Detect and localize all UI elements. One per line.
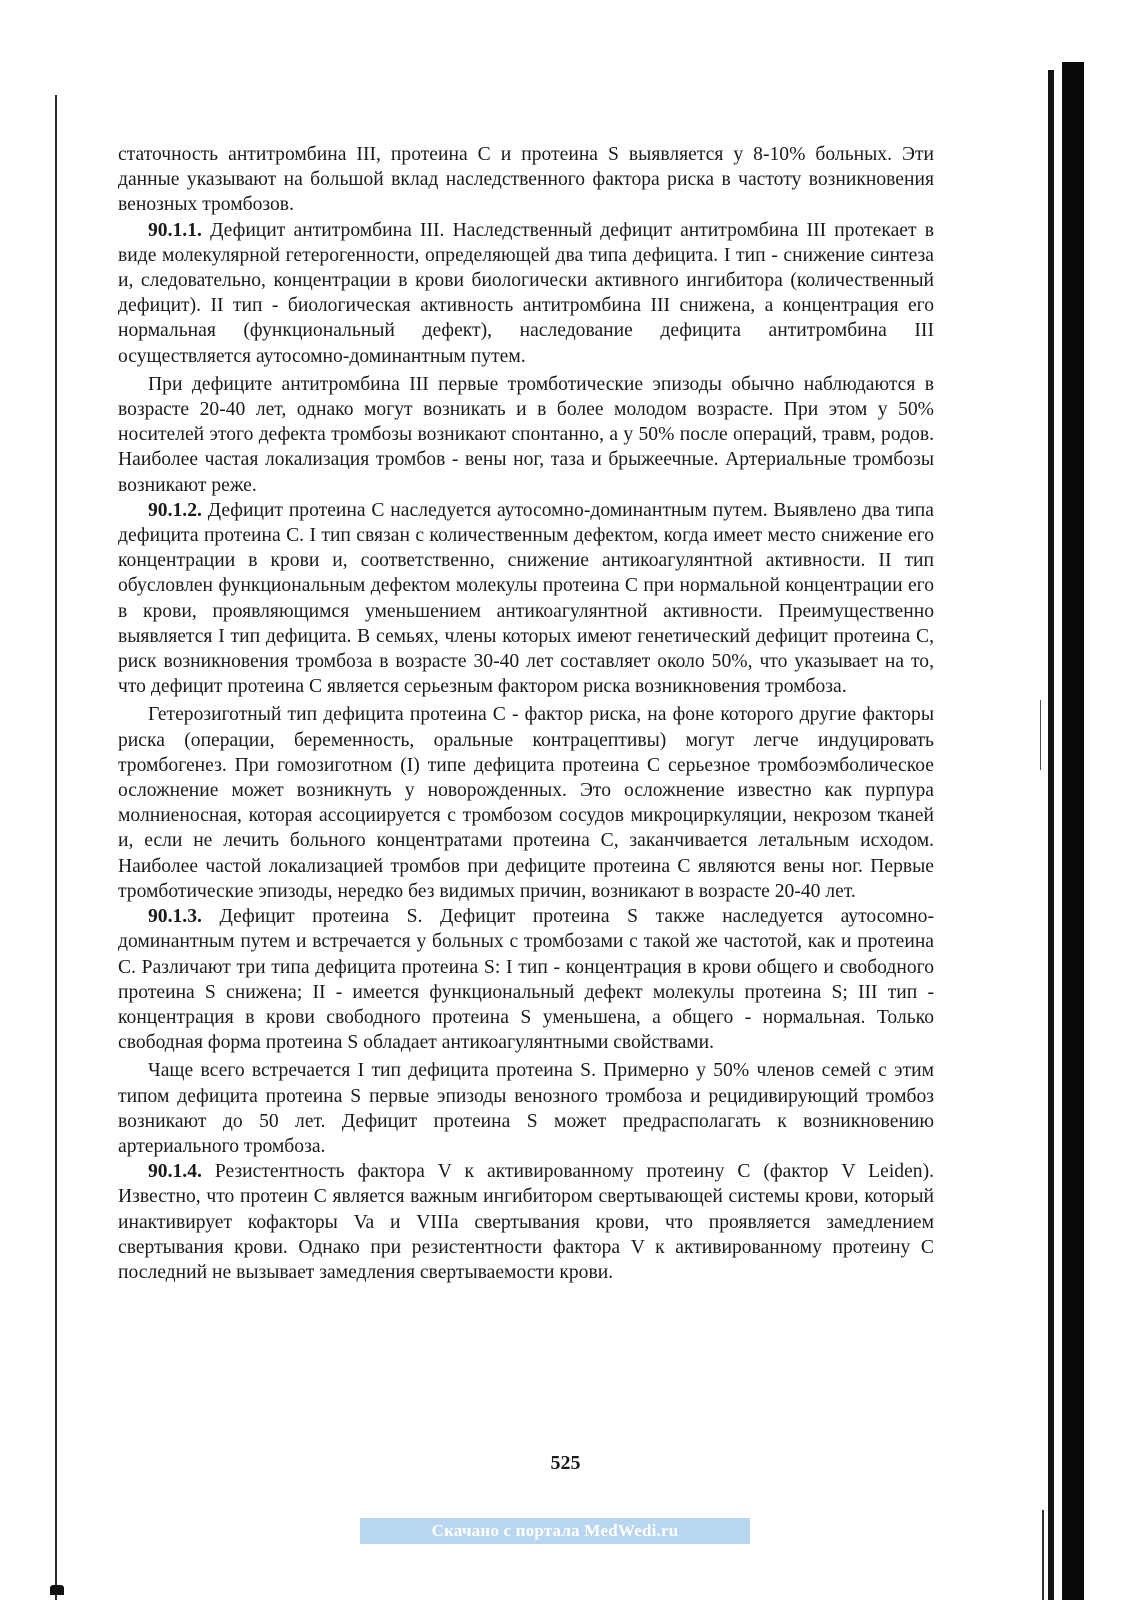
paragraph-text: При дефиците антитромбина III первые тромботические эпизоды обычно наблюдаются в возрасте 20-40 лет, однако могут возникать и в более молодом возрасте. При этом у 50% носителей этого дефекта тромбозы возникают спонтанно, а у 50% после операций, травм, родов. Наиболее частая локализация тромбов - вены ног, таза и брыжеечные. Артериальные тромбозы возникают реже. [118, 373, 934, 496]
paragraph-text: статочность антитромбина III, протеина С и протеина S выявляется у 8-10% больных. Эти данные указывают на большой вклад наследственного фактора риска в частоту возникновения венозных тромбозов. [118, 144, 934, 216]
section-90-1-3 [118, 904, 934, 1055]
paragraph-text: Дефицит протеина S. Дефицит протеина S также наследуется аутосомно-доминантным путем и встречается у больных с тромбозами с такой же частотой, как и протеина С. Различают три типа дефицита протеина S: I тип - концентрация в крови общего и свободного протеина S снижена; II - имеется функциональный дефект молекулы протеина S; III тип - концентрация в крови свободного протеина S уменьшена, а общего - нормальная. Только свободная форма протеина S обладает антикоагулянтными свойствами. [118, 906, 934, 1054]
scan-edge-right-inner [1048, 70, 1054, 1600]
download-watermark: Скачано с портала MedWedi.ru [360, 1518, 750, 1544]
section-number: 90.1.3. [148, 906, 202, 928]
paragraph-heterozygous-protein-c [118, 702, 934, 904]
scan-edge-right-line [1040, 700, 1041, 770]
section-number: 90.1.1. [148, 219, 202, 241]
section-number: 90.1.2. [148, 499, 202, 521]
scan-edge-left-mark [50, 1585, 64, 1595]
paragraph-text: Дефицит антитромбина III. Наследственный дефицит антитромбина III протекает в виде молекулярной гетерогенности, определяющей два типа дефицита. I тип - снижение синтеза и, следовательно, концентрации в крови биологически активного ингибитора (количественный дефицит). II тип - биологическая активность антитромбина III снижена, а концентрация его нормальная (функциональный дефект), наследование дефицита антитромбина III осуществляется аутосомно-доминантным путем. [118, 219, 934, 367]
paragraph-antithrombin-episodes [118, 372, 934, 498]
section-number: 90.1.4. [148, 1161, 202, 1183]
scan-edge-right [1062, 62, 1084, 1600]
page-number: 525 [550, 1452, 581, 1474]
section-90-1-2 [118, 498, 934, 700]
paragraph-protein-s-type-one [118, 1058, 934, 1159]
paragraph-text: Чаще всего встречается I тип дефицита протеина S. Примерно у 50% членов семей с этим типом дефицита протеина S первые эпизоды венозного тромбоза и рецидивирующий тромбоз возникают до 50 лет. Дефицит протеина S может предрасполагать к возникновению артериального тромбоза. [118, 1060, 934, 1157]
paragraph-text: Дефицит протеина С наследуется аутосомно-доминантным путем. Выявлено два типа дефицита протеина С. I тип связан с количественным дефектом, когда имеет место снижение его концентрации в крови и, соответственно, снижение антикоагулянтной активности. II тип обусловлен функциональным дефектом молекулы протеина С при нормальной концентрации его в крови, проявляющимся уменьшением антикоагулянтной активности. Преимущественно выявляется I тип дефицита. В семьях, члены которых имеют генетический дефицит протеина С, риск возникновения тромбоза в возрасте 30-40 лет составляет около 50%, что указывает на то, что дефицит протеина С является серьезным фактором риска возникновения тромбоза. [118, 499, 934, 698]
paragraph-text: Резистентность фактора V к активированному протеину С (фактор V Leiden). Известно, что протеин С является важным ингибитором свертывающей системы крови, который инактивирует кофакторы Va и VIIIa свертывания крови, что проявляется замедлением свертывания крови. Однако при резистентности фактора V к активированному протеину С последний не вызывает замедления свертываемости крови. [118, 1161, 934, 1283]
paragraph-intro-continuation [118, 142, 934, 218]
section-90-1-4 [118, 1159, 934, 1285]
scan-edge-left [55, 95, 57, 1600]
body-text [118, 142, 934, 1285]
paragraph-text: Гетерозиготный тип дефицита протеина С - фактор риска, на фоне которого другие факторы риска (операции, беременность, оральные контрацептивы) могут легче индуцировать тромбогенез. При гомозиготном (I) типе дефицита протеина С серьезное тромбоэмболическое осложнение может возникнуть у новорожденных. Это осложнение известно как пурпура молниеносная, которая ассоциируется с тромбозом сосудов микроциркуляции, некрозом тканей и, если не лечить больного концентратами протеина С, заканчивается летальным исходом. Наиболее частой локализацией тромбов при дефиците протеина С являются вены ног. Первые тромботические эпизоды, нередко без видимых причин, возникают в возрасте 20-40 лет. [118, 704, 934, 902]
section-90-1-1 [118, 218, 934, 369]
scan-edge-right-line-bottom [1042, 1510, 1044, 1600]
